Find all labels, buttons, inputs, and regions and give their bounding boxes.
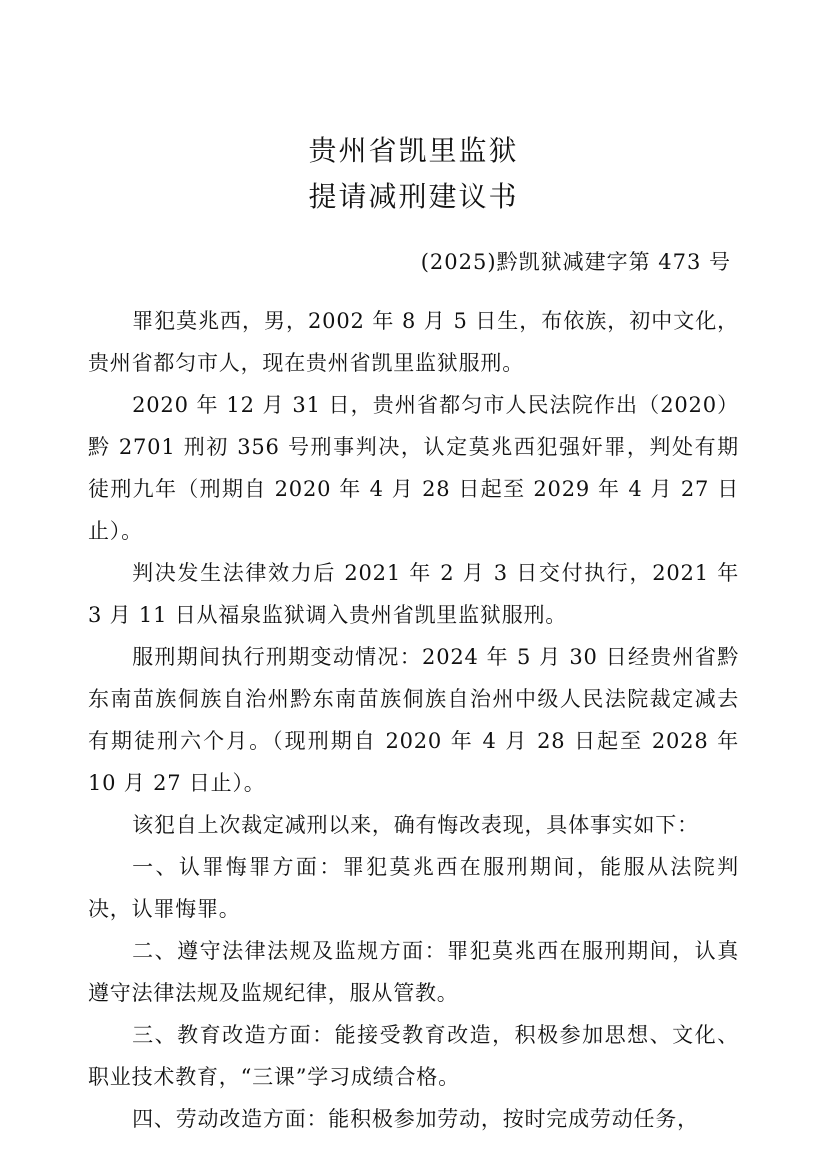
- paragraph: 三、教育改造方面：能接受教育改造，积极参加思想、文化、职业技术教育，“三课”学习成绩合格。: [88, 1023, 739, 1089]
- paragraph: 服刑期间执行刑期变动情况：2024 年 5 月 30 日经贵州省黔东南苗族侗族自治州黔东南苗族侗族自治州中级人民法院裁定减去有期徒刑六个月。（现刑期自 2020 年 4 月 28 日起至 2028 年 10 月 27 日止）。: [88, 645, 739, 795]
- page-title: [88, 128, 739, 220]
- document-body: [88, 300, 739, 1140]
- page-title-line-1: 贵州省凯里监狱: [308, 134, 519, 167]
- paragraph: 该犯自上次裁定减刑以来，确有悔改表现，具体事实如下：: [132, 813, 699, 837]
- document-number: (2025)黔凯狱减建字第 473 号: [420, 250, 731, 274]
- page-title-line-2: 提请减刑建议书: [308, 180, 519, 213]
- paragraph: 四、劳动改造方面：能积极参加劳动，按时完成劳动任务，: [132, 1107, 699, 1131]
- paragraph: 罪犯莫兆西，男，2002 年 8 月 5 日生，布依族，初中文化，贵州省都匀市人，现在贵州省凯里监狱服刑。: [88, 309, 739, 375]
- paragraph: 一、认罪悔罪方面：罪犯莫兆西在服刑期间，能服从法院判决，认罪悔罪。: [88, 855, 739, 921]
- paragraph: 判决发生法律效力后 2021 年 2 月 3 日交付执行，2021 年 3 月 11 日从福泉监狱调入贵州省凯里监狱服刑。: [88, 561, 739, 627]
- paragraph: 二、遵守法律法规及监规方面：罪犯莫兆西在服刑期间，认真遵守法律法规及监规纪律，服从管教。: [88, 939, 739, 1005]
- paragraph: 2020 年 12 月 31 日，贵州省都匀市人民法院作出（2020）黔 2701 刑初 356 号刑事判决，认定莫兆西犯强奸罪，判处有期徒刑九年（刑期自 2020 年 4 月 28 日起至 2029 年 4 月 27 日止）。: [88, 393, 739, 543]
